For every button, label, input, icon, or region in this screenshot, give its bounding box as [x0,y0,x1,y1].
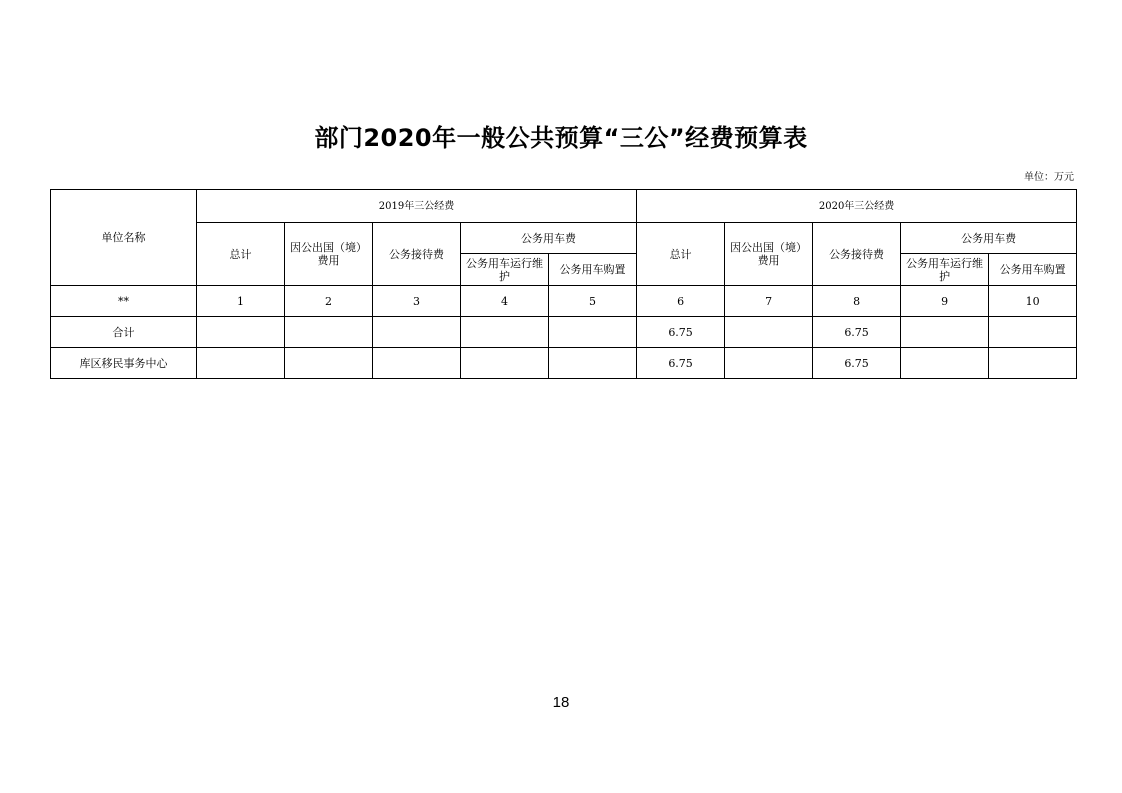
row-unit-name: 合计 [51,317,197,348]
index-cell: 4 [461,286,549,317]
index-cell: 3 [373,286,461,317]
table-cell: 6.75 [637,317,725,348]
header-2020-vehicle-purchase: 公务用车购置 [989,254,1077,286]
table-cell [549,317,637,348]
index-cell: ** [51,286,197,317]
header-2019-vehicle-maintenance: 公务用车运行维护 [461,254,549,286]
table-cell [549,348,637,379]
table-cell [285,348,373,379]
header-2019-total: 总计 [197,223,285,286]
table-row [51,317,1077,348]
table-row [51,348,1077,379]
header-2019-abroad: 因公出国（境）费用 [285,223,373,286]
table-cell: 6.75 [813,317,901,348]
page-number: 18 [552,694,570,711]
row-unit-name: 库区移民事务中心 [51,348,197,379]
index-cell: 5 [549,286,637,317]
index-cell: 6 [637,286,725,317]
table-cell: 6.75 [637,348,725,379]
table-cell [725,317,813,348]
three-public-expenses-table [50,189,1077,379]
index-cell: 9 [901,286,989,317]
header-2019-vehicle-purchase: 公务用车购置 [549,254,637,286]
table-cell [989,317,1077,348]
header-2020-vehicle-maintenance: 公务用车运行维护 [901,254,989,286]
table-cell [461,348,549,379]
header-2020-abroad: 因公出国（境）费用 [725,223,813,286]
table-cell: 6.75 [813,348,901,379]
table-cell [461,317,549,348]
header-2020-group: 2020年三公经费 [637,190,1077,223]
index-cell: 7 [725,286,813,317]
index-cell: 1 [197,286,285,317]
index-row [51,286,1077,317]
unit-label: 单位：万元 [1024,172,1074,183]
table-cell [901,348,989,379]
header-2020-reception: 公务接待费 [813,223,901,286]
table-cell [725,348,813,379]
index-cell: 10 [989,286,1077,317]
document-title: 部门2020年一般公共预算“三公”经费预算表 [314,124,808,152]
table-cell [197,317,285,348]
header-2019-group: 2019年三公经费 [197,190,637,223]
table-cell [285,317,373,348]
table-cell [901,317,989,348]
table-cell [373,348,461,379]
index-cell: 2 [285,286,373,317]
table-cell [373,317,461,348]
header-2019-vehicle: 公务用车费 [461,223,637,254]
table-cell [197,348,285,379]
index-cell: 8 [813,286,901,317]
header-2020-vehicle: 公务用车费 [901,223,1077,254]
header-2020-total: 总计 [637,223,725,286]
table-cell [989,348,1077,379]
header-unit-name: 单位名称 [51,190,197,286]
header-2019-reception: 公务接待费 [373,223,461,286]
